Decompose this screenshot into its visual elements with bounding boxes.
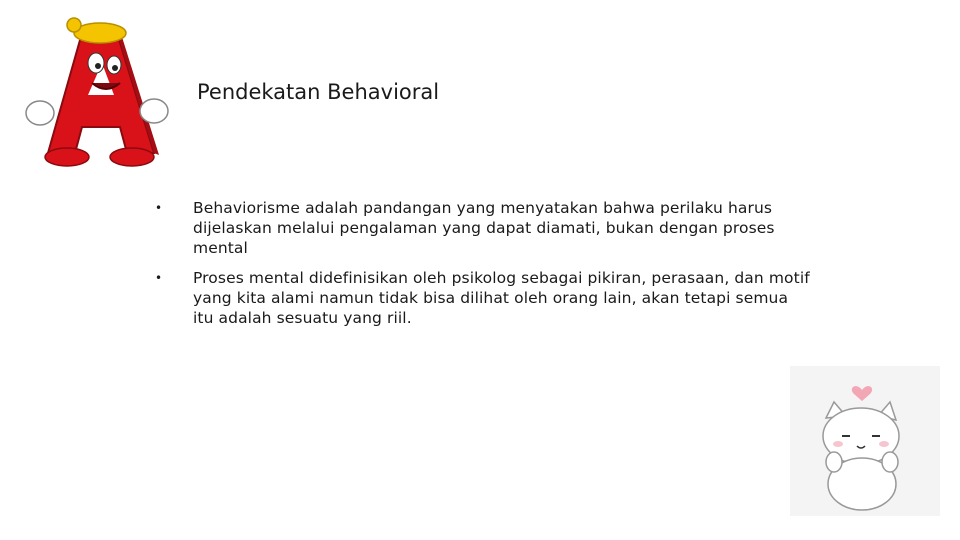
slide-title: Pendekatan Behavioral (197, 80, 440, 104)
white-cat-heart-icon (790, 366, 940, 516)
bullet-marker: • (155, 271, 163, 285)
letter-a-mascot-icon (22, 15, 172, 170)
bullet-marker: • (155, 201, 163, 215)
bullet-text: Proses mental didefinisikan oleh psikolog sebagai pikiran, perasaan, dan motif yang kita alami namun tidak bisa dilihat oleh orang lain, akan tetapi semua itu adalah sesuatu yang riil. (193, 269, 810, 327)
bullet-item (150, 268, 810, 328)
bullet-item (150, 198, 810, 258)
bullet-list (150, 198, 810, 328)
bullet-text: Behaviorisme adalah pandangan yang menyatakan bahwa perilaku harus dijelaskan melalui pengalaman yang dapat diamati, bukan dengan proses mental (193, 199, 775, 257)
